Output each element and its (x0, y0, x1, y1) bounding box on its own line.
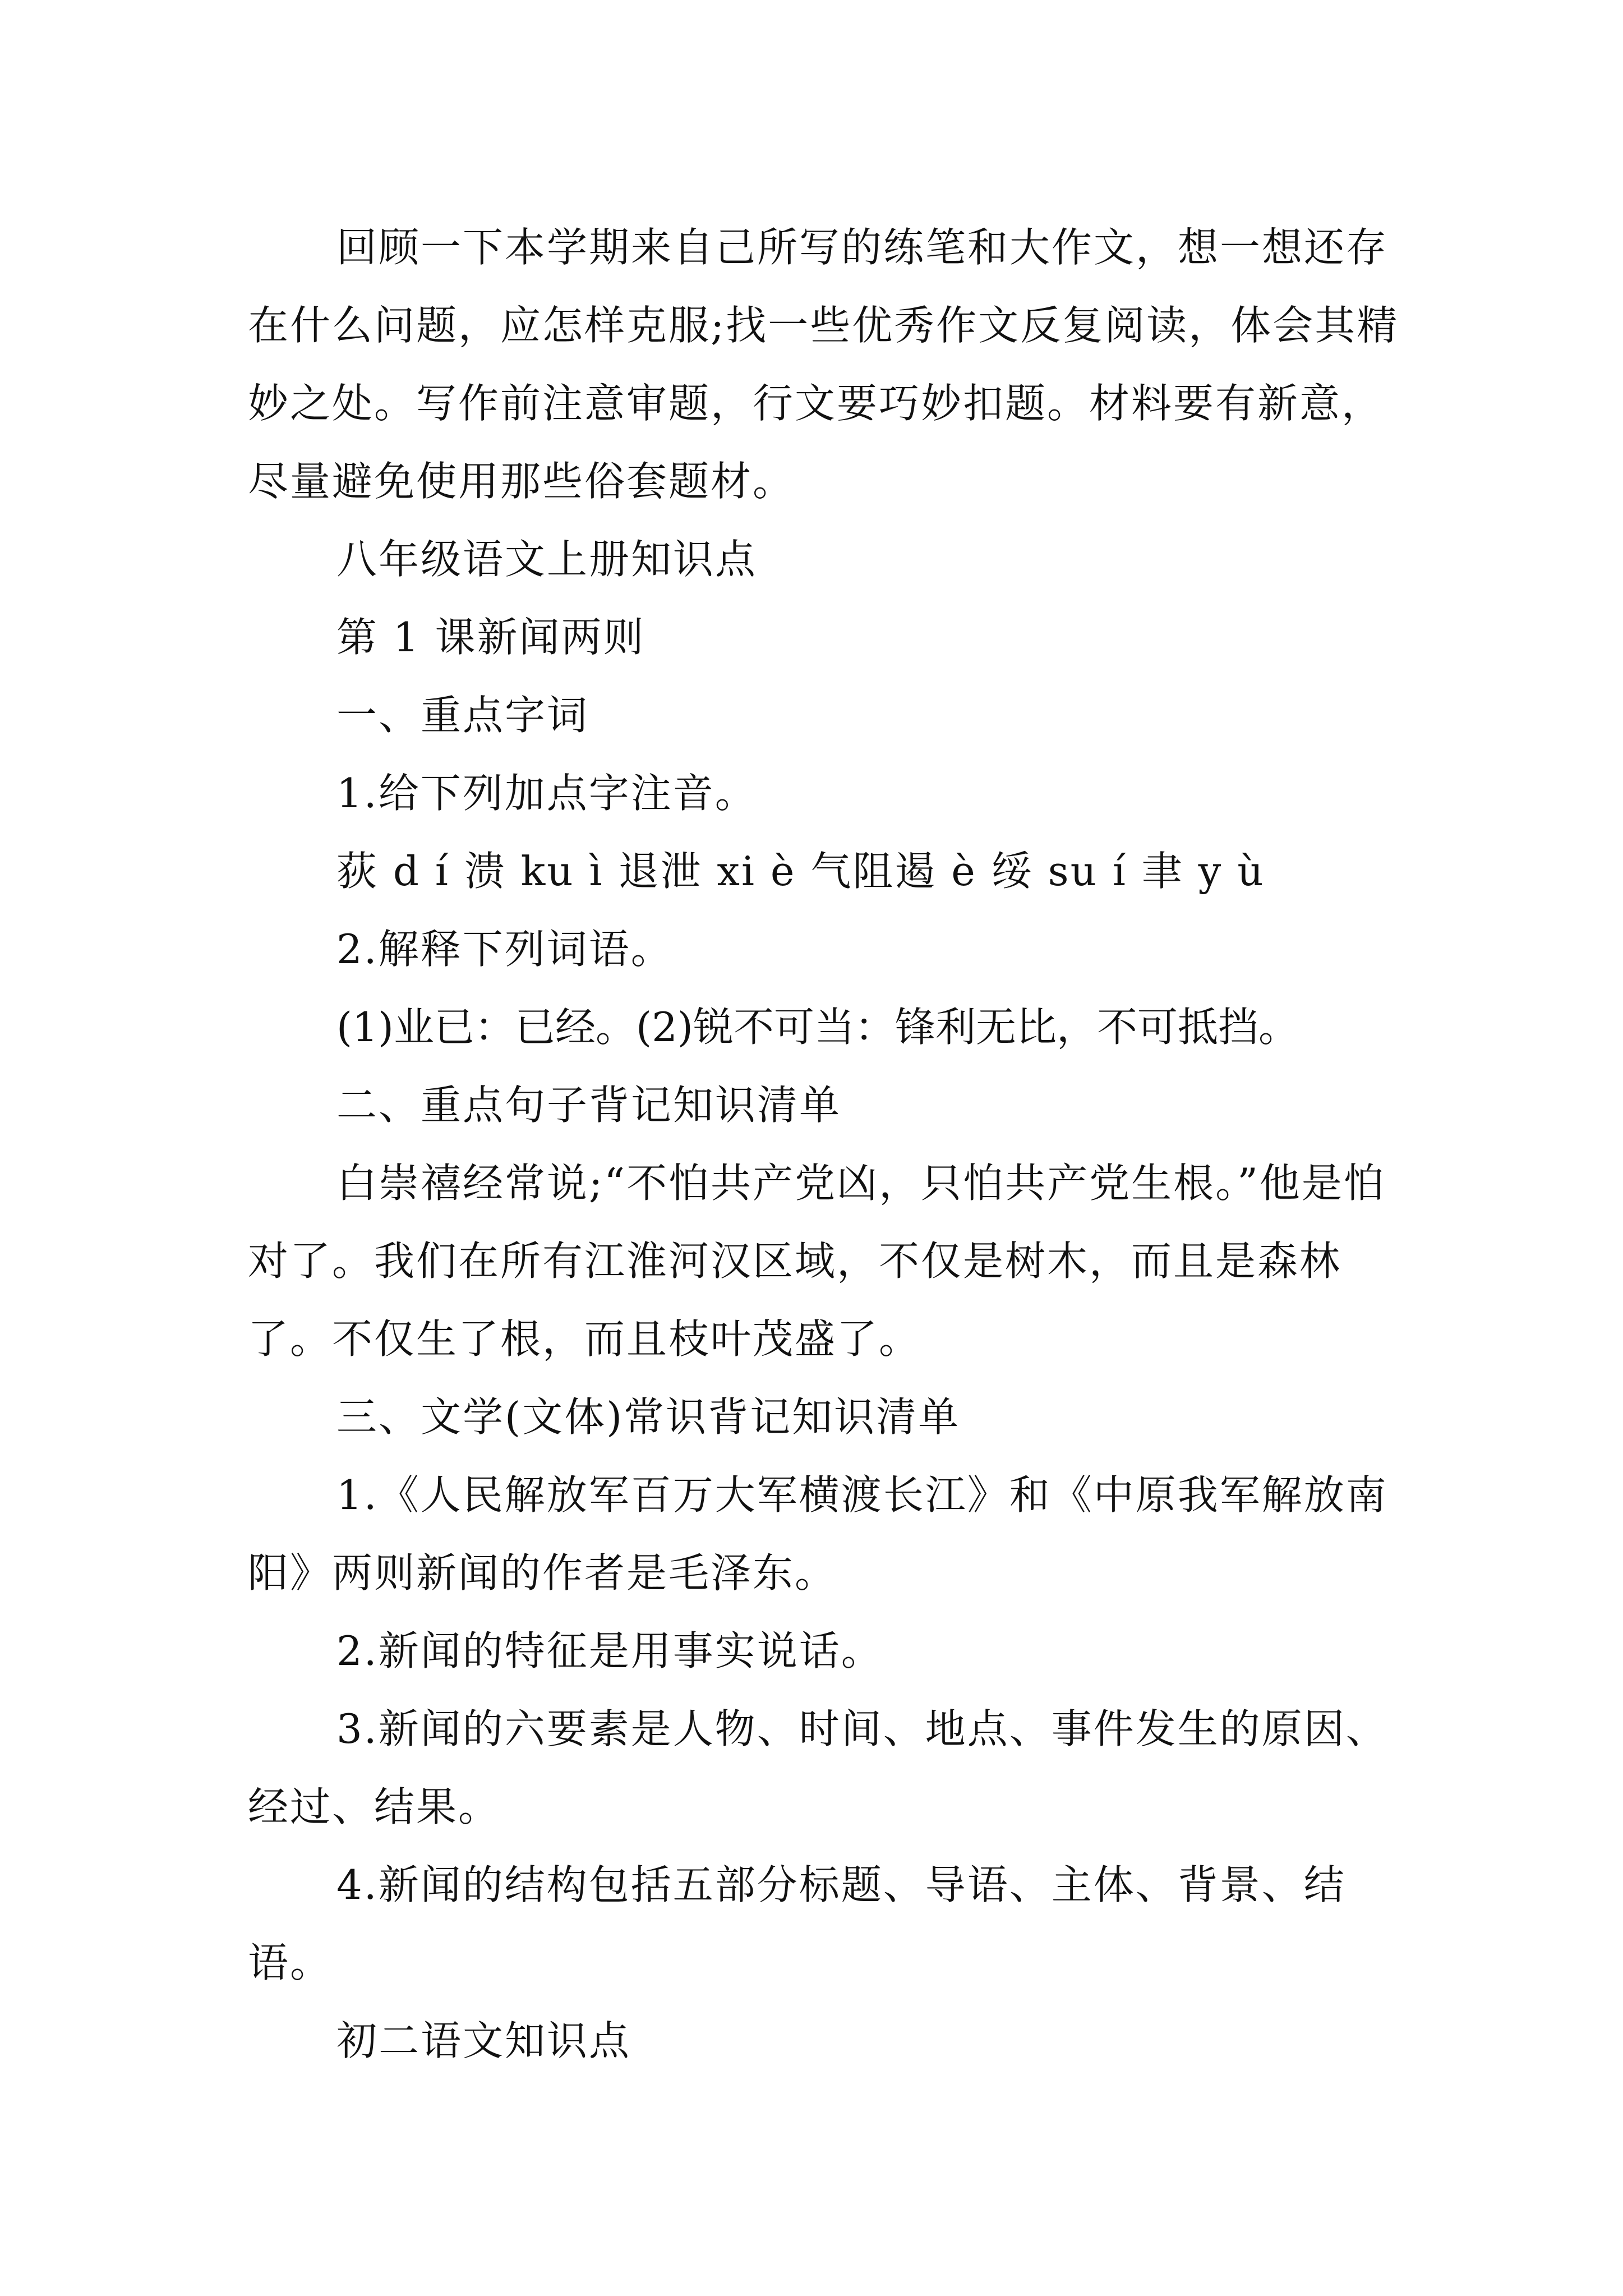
heading-grade8-knowledge: 八年级语文上册知识点 (336, 536, 758, 583)
paragraph-writing-review: 回顾一下本学期来自己所写的练笔和大作文，想一想还存在什么问题，应怎样克服;找一些优秀作文反复阅读，体会其精妙之处。写作前注意审题，行文要巧妙扣题。材料要有新意，尽量避免使用那些俗套题材。 (248, 224, 1399, 505)
item-news-author: 1.《人民解放军百万大军横渡长江》和《中原我军解放南阳》两则新闻的作者是毛泽东。 (248, 1471, 1388, 1596)
item-news-structure: 4.新闻的结构包括五部分标题、导语、主体、背景、结语。 (248, 1861, 1346, 1986)
heading-key-sentences: 二、重点句子背记知识清单 (336, 1082, 842, 1129)
paragraph-quote: 白崇禧经常说;“不怕共产党凶，只怕共产党生根。”他是怕对了。我们在所有江淮河汉区域，不仅是树木，而且是森林了。不仅生了根，而且枝叶茂盛了。 (248, 1159, 1386, 1363)
item-word-definitions: (1)业已：已经。(2)锐不可当：锋利无比，不可抵挡。 (336, 1004, 1299, 1051)
item-explain-words: 2.解释下列词语。 (336, 926, 673, 973)
heading-grade8-chinese: 初二语文知识点 (336, 2017, 631, 2064)
heading-lesson-1: 第 1 课新闻两则 (336, 614, 645, 661)
item-news-elements: 3.新闻的六要素是人物、时间、地点、事件发生的原因、经过、结果。 (248, 1705, 1388, 1830)
document-body (248, 209, 1414, 2080)
heading-literary-knowledge: 三、文学(文体)常识背记知识清单 (336, 1393, 961, 1441)
item-news-feature: 2.新闻的特征是用事实说话。 (336, 1627, 883, 1674)
item-phonetic-task: 1.给下列加点字注音。 (336, 770, 757, 817)
heading-key-words: 一、重点字词 (336, 692, 589, 739)
item-phonetic-answers: 荻 d í 溃 ku ì 退泄 xi è 气阻遏 è 绥 su í 聿 y ù (336, 848, 1265, 895)
